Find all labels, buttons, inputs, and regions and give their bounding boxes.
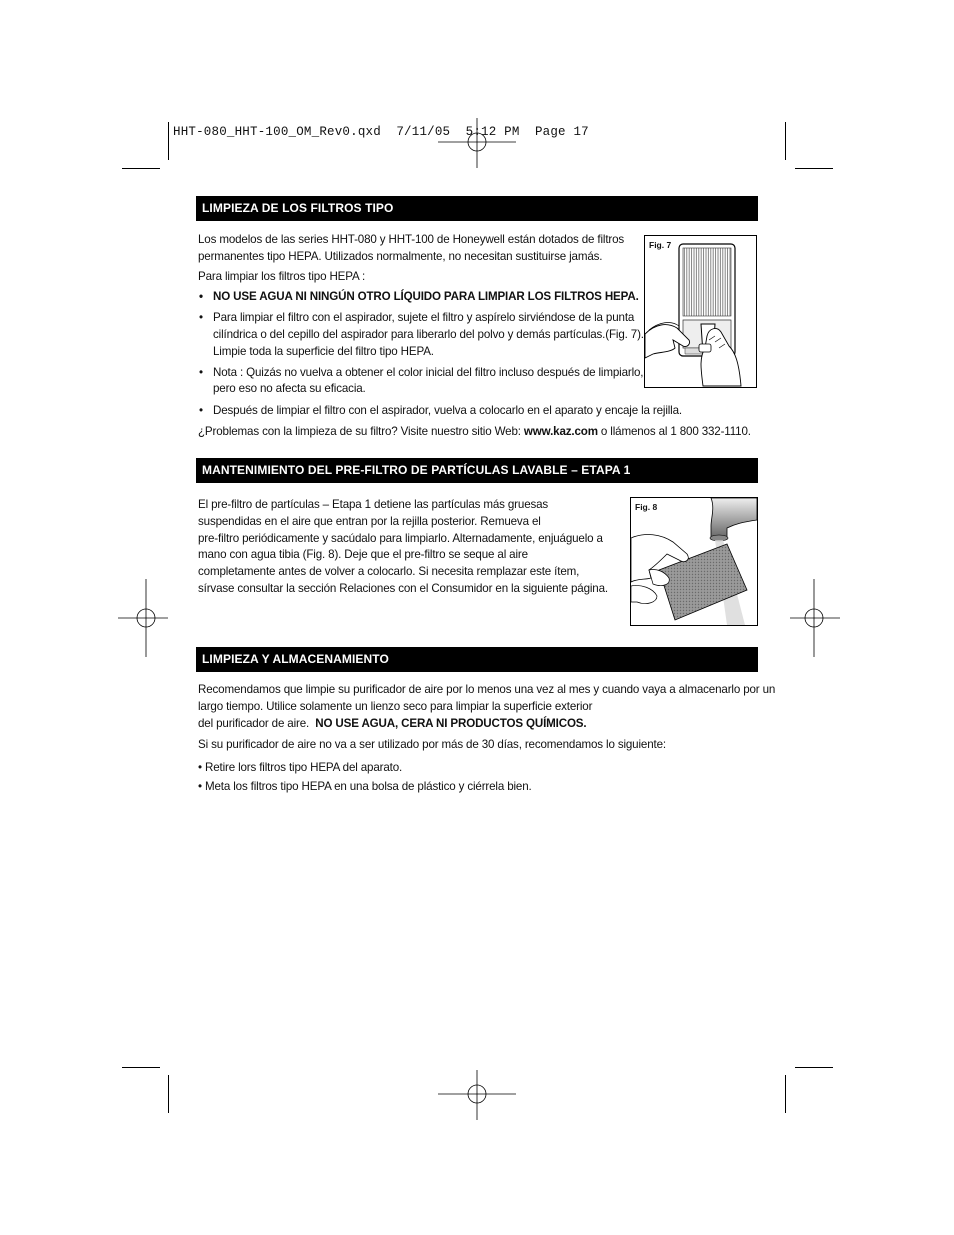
storage-line: Si su purificador de aire no va a ser utilizado por más de 30 días, recomendamos lo siguiente: (198, 738, 666, 752)
crop-mark (122, 168, 160, 169)
storage-line (198, 716, 758, 733)
crop-mark (122, 1067, 160, 1068)
filters-bullet: • Para limpiar el filtro con el aspirador, sujete el filtro y aspírelo sirviéndose de la punta cilíndrica o del cepillo del aspirador para liberarlo del polvo y demás partículas.(Fig. 7). Limpie toda la superficie del filtro tipo HEPA. (198, 310, 638, 360)
figure-8 (630, 497, 758, 626)
filters-intro-line: Los modelos de las series HHT-080 y HHT-100 de Honeywell están dotados de filtros (198, 233, 625, 246)
filters-body (198, 232, 751, 441)
registration-mark-icon (790, 579, 840, 657)
crop-mark (168, 122, 169, 160)
hepa-filter-vacuum-illustration-icon (645, 236, 756, 387)
crop-mark (785, 1075, 786, 1113)
bullet-line: Nota : Quizás no vuelva a obtener el color inicial del filtro incluso después de limpiarlo, (213, 365, 644, 379)
figure-label: Fig. 8 (635, 502, 658, 512)
registration-mark-icon (438, 118, 516, 168)
storage-bullet: • Meta los filtros tipo HEPA en una bolsa de plástico y ciérrela bien. (198, 779, 532, 793)
section-title-filters: LIMPIEZA DE LOS FILTROS TIPO (196, 196, 758, 221)
web-line-prefix: ¿Problemas con la limpieza de su filtro? Visite nuestro sitio Web: (198, 424, 524, 438)
crop-mark (785, 122, 786, 160)
filters-bullet: • NO USE AGUA NI NINGÚN OTRO LÍQUIDO PARA LIMPIAR LOS FILTROS HEPA. (199, 290, 639, 304)
bullet-line: Después de limpiar el filtro con el aspirador, vuelva a colocarlo en el aparato y encaje la rejilla. (213, 404, 682, 418)
crop-mark (795, 1067, 833, 1068)
storage-body (198, 682, 776, 796)
filters-bullet: • Nota : Quizás no vuelva a obtener el color inicial del filtro incluso después de limpiarlo, pero eso no afecta su eficacia. (198, 365, 638, 399)
bullet-line: NO USE AGUA NI NINGÚN OTRO LÍQUIDO PARA LIMPIAR LOS FILTROS HEPA. (213, 290, 639, 304)
figure-7 (644, 235, 757, 388)
filters-intro-line: permanentes tipo HEPA. Utilizados normalmente, no necesitan sustituirse jamás. (198, 249, 603, 263)
prefilter-body (198, 497, 618, 598)
registration-mark-icon (118, 579, 168, 657)
prefilter-line: completamente antes de volver a colocarlo. Si necesita remplazar este ítem, (198, 565, 580, 579)
storage-line: Recomendamos que limpie su purificador de aire por lo menos una vez al mes y cuando vaya a almacenarlo por un (198, 683, 776, 696)
figure-label: Fig. 7 (649, 240, 672, 250)
prefilter-line: El pre-filtro de partículas – Etapa 1 detiene las partículas más gruesas (198, 498, 549, 511)
filters-web-line (198, 424, 751, 441)
prefilter-line: mano con agua tibia (Fig. 8). Deje que el pre-filtro se seque al aire (198, 548, 528, 562)
web-line-suffix: o llámenos al 1 800 332-1110. (597, 424, 751, 438)
prefilter-line: sírvase consultar la sección Relaciones con el Consumidor en la siguiente página. (198, 581, 608, 595)
storage-line-prefix: del purificador de aire. (198, 716, 316, 730)
bullet-line: Para limpiar el filtro con el aspirador, sujete el filtro y aspírelo sirviéndose de la punta (213, 311, 635, 325)
bullet-line: pero eso no afecta su eficacia. (213, 382, 366, 396)
section-title-prefilter: MANTENIMIENTO DEL PRE-FILTRO DE PARTÍCULAS LAVABLE – ETAPA 1 (196, 458, 758, 483)
filters-bullet: • Después de limpiar el filtro con el aspirador, vuelva a colocarlo en el aparato y encaje la rejilla. (198, 403, 638, 420)
bullet-line: Limpie toda la superficie del filtro tipo HEPA. (213, 344, 434, 358)
prefilter-line: suspendidas en el aire que entran por la rejilla posterior. Remueva el (198, 514, 541, 528)
website-link[interactable]: www.kaz.com (523, 424, 598, 438)
crop-mark (795, 168, 833, 169)
prefilter-rinse-illustration-icon (631, 498, 757, 625)
storage-line: largo tiempo. Utilice solamente un lienzo seco para limpiar la superficie exterior (198, 699, 593, 713)
storage-warning: NO USE AGUA, CERA NI PRODUCTOS QUÍMICOS. (315, 716, 587, 730)
file-slug: HHT-080_HHT-100_OM_Rev0.qxd 7/11/05 5:12 PM Page 17 (173, 125, 589, 139)
storage-bullet: • Retire lors filtros tipo HEPA del aparato. (198, 761, 403, 775)
registration-mark-icon (438, 1070, 516, 1120)
crop-mark (168, 1075, 169, 1113)
filters-intro-line: Para limpiar los filtros tipo HEPA : (198, 269, 366, 283)
prefilter-line: pre-filtro periódicamente y sacúdalo para limpiarlo. Alternadamente, enjuáguelo a (198, 531, 603, 545)
section-title-storage: LIMPIEZA Y ALMACENAMIENTO (196, 647, 758, 672)
bullet-line: cilíndrica o del cepillo del aspirador para liberarlo del polvo y demás partículas.(Fig. 7). (213, 327, 644, 341)
